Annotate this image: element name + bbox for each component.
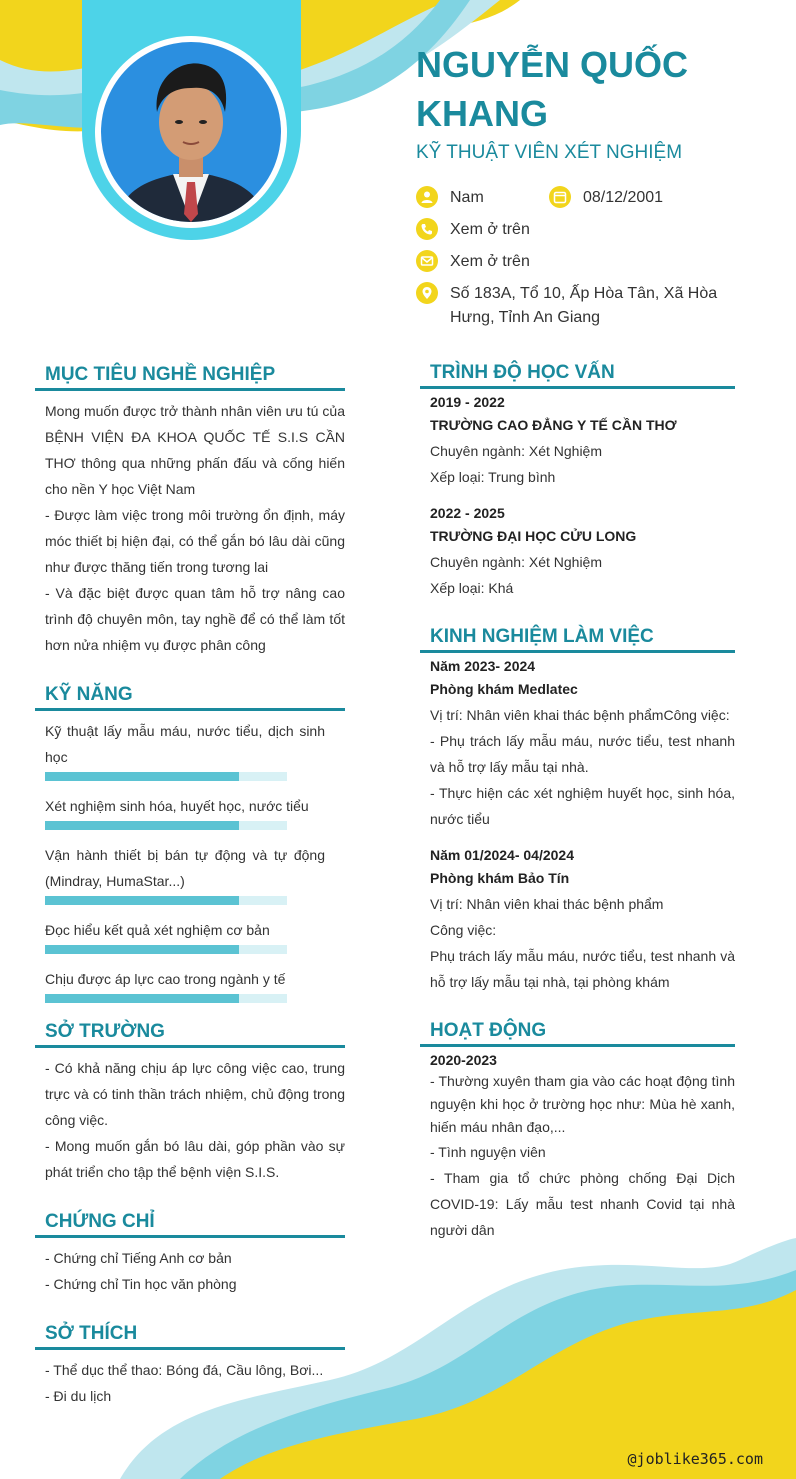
skill-bar-fill <box>45 945 239 954</box>
objective-paragraph: - Được làm việc trong môi trường ổn định, máy móc thiết bị hiện đại, có thể gắn bó lâu dài cũng như được thăng tiến trong tương lai <box>45 507 345 575</box>
profile-photo-frame <box>95 36 287 228</box>
objective-title: MỤC TIÊU NGHỀ NGHIỆP <box>35 364 345 391</box>
list-item: - Chứng chỉ Tin học văn phòng <box>45 1276 237 1292</box>
skill-bar <box>45 821 287 830</box>
skill-bar-fill <box>45 821 239 830</box>
skill-item: Kỹ thuật lấy mẫu máu, nước tiểu, dịch sinh học <box>45 718 325 781</box>
skill-item: Xét nghiệm sinh hóa, huyết học, nước tiểu <box>45 793 325 830</box>
objective-paragraph: Mong muốn được trở thành nhân viên ưu tú của BỆNH VIỆN ĐA KHOA QUỐC TẾ S.I.S CẦN THƠ thông qua những phấn đấu và cống hiến cho nền Y học Việt Nam <box>45 403 345 497</box>
skill-item: Chịu được áp lực cao trong ngành y tế <box>45 966 325 1003</box>
avatar <box>101 42 281 222</box>
skills-list <box>45 718 325 1015</box>
hobbies-title: SỞ THÍCH <box>35 1323 345 1350</box>
skill-bar <box>45 945 287 954</box>
education-entry: 2019 - 2022 TRƯỜNG CAO ĐẲNG Y TẾ CẦN THƠ Chuyên ngành: Xét Nghiệm Xếp loại: Trung bình <box>430 394 677 485</box>
footer-handle: @joblike365.com <box>627 1450 763 1468</box>
info-phone: Xem ở trên <box>416 218 530 242</box>
info-email: Xem ở trên <box>416 250 530 274</box>
skill-bar-fill <box>45 772 239 781</box>
skill-bar-fill <box>45 994 239 1003</box>
skill-item: Vận hành thiết bị bán tự động và tự động (Mindray, HumaStar...) <box>45 842 325 905</box>
skill-bar-fill <box>45 896 239 905</box>
strengths-paragraph: - Có khả năng chịu áp lực công việc cao, trung trực và có tinh thần trách nhiệm, chủ động trong công việc. <box>45 1060 345 1128</box>
list-item: - Thể dục thể thao: Bóng đá, Cầu lông, Bơi... <box>45 1362 324 1378</box>
experience-entry: Năm 01/2024- 04/2024 Phòng khám Bảo Tín Vị trí: Nhân viên khai thác bệnh phẩm Công việc: Phụ trách lấy mẫu máu, nước tiểu, test nhanh và hỗ trợ lấy mẫu tại nhà, tại phòng khám <box>430 847 735 990</box>
info-gender: Nam <box>416 186 484 210</box>
job-title: KỸ THUẬT VIÊN XÉT NGHIỆM <box>416 142 683 163</box>
person-name: NGUYỄN QUỐC KHANG <box>416 44 689 134</box>
hobbies-list <box>45 1357 345 1409</box>
skill-bar <box>45 994 287 1003</box>
activities-list: 2020-2023 - Thường xuyên tham gia vào các hoạt động tình nguyện khi học ở trường học như: Mùa hè xanh, hiến máu nhân đạo,... - Tình nguyện viên - Tham gia tổ chức phòng chống Đại Dịch COVID-19: Lấy mẫu test nhanh Covid tại nhà người dân <box>430 1052 735 1238</box>
user-icon <box>416 186 438 208</box>
objective-paragraph: - Và đặc biệt được quan tâm hỗ trợ nâng cao trình độ chuyên môn, tay nghề để có thể làm tốt hơn nửa nhiệm vụ được phân công <box>45 585 345 653</box>
certificates-list <box>45 1245 345 1297</box>
education-entry: 2022 - 2025 TRƯỜNG ĐẠI HỌC CỬU LONG Chuyên ngành: Xét Nghiệm Xếp loại: Khá <box>430 505 637 596</box>
info-birthday: 08/12/2001 <box>549 186 663 210</box>
experience-entry: Năm 2023- 2024 Phòng khám Medlatec Vị trí: Nhân viên khai thác bệnh phẩmCông việc: - Phụ trách lấy mẫu máu, nước tiểu, test nhanh và hỗ trợ lấy mẫu tại nhà. - Thực hiện các xét nghiệm huyết học, sinh hóa, nước tiểu <box>430 658 735 827</box>
skill-item: Đọc hiểu kết quả xét nghiệm cơ bản <box>45 917 325 954</box>
skill-bar <box>45 896 287 905</box>
experience-list <box>430 656 735 995</box>
strengths-paragraph: - Mong muốn gắn bó lâu dài, góp phần vào sự phát triển cho tập thể bệnh viện S.I.S. <box>45 1138 345 1180</box>
mail-icon <box>416 250 438 272</box>
list-item: - Đi du lịch <box>45 1388 112 1404</box>
objective-body <box>45 398 345 658</box>
list-item: - Chứng chỉ Tiếng Anh cơ bản <box>45 1250 232 1266</box>
education-title: TRÌNH ĐỘ HỌC VẤN <box>420 362 735 389</box>
phone-icon <box>416 218 438 240</box>
certificates-title: CHỨNG CHỈ <box>35 1211 345 1238</box>
info-address: Số 183A, Tổ 10, Ấp Hòa Tân, Xã Hòa Hưng, Tỉnh An Giang <box>416 282 766 330</box>
experience-title: KINH NGHIỆM LÀM VIỆC <box>420 626 735 653</box>
strengths-body <box>45 1055 345 1185</box>
activities-title: HOẠT ĐỘNG <box>420 1020 735 1047</box>
strengths-title: SỞ TRƯỜNG <box>35 1021 345 1048</box>
calendar-icon <box>549 186 571 208</box>
skills-title: KỸ NĂNG <box>35 684 345 711</box>
skill-bar <box>45 772 287 781</box>
location-pin-icon <box>416 282 438 304</box>
education-list <box>430 392 735 601</box>
